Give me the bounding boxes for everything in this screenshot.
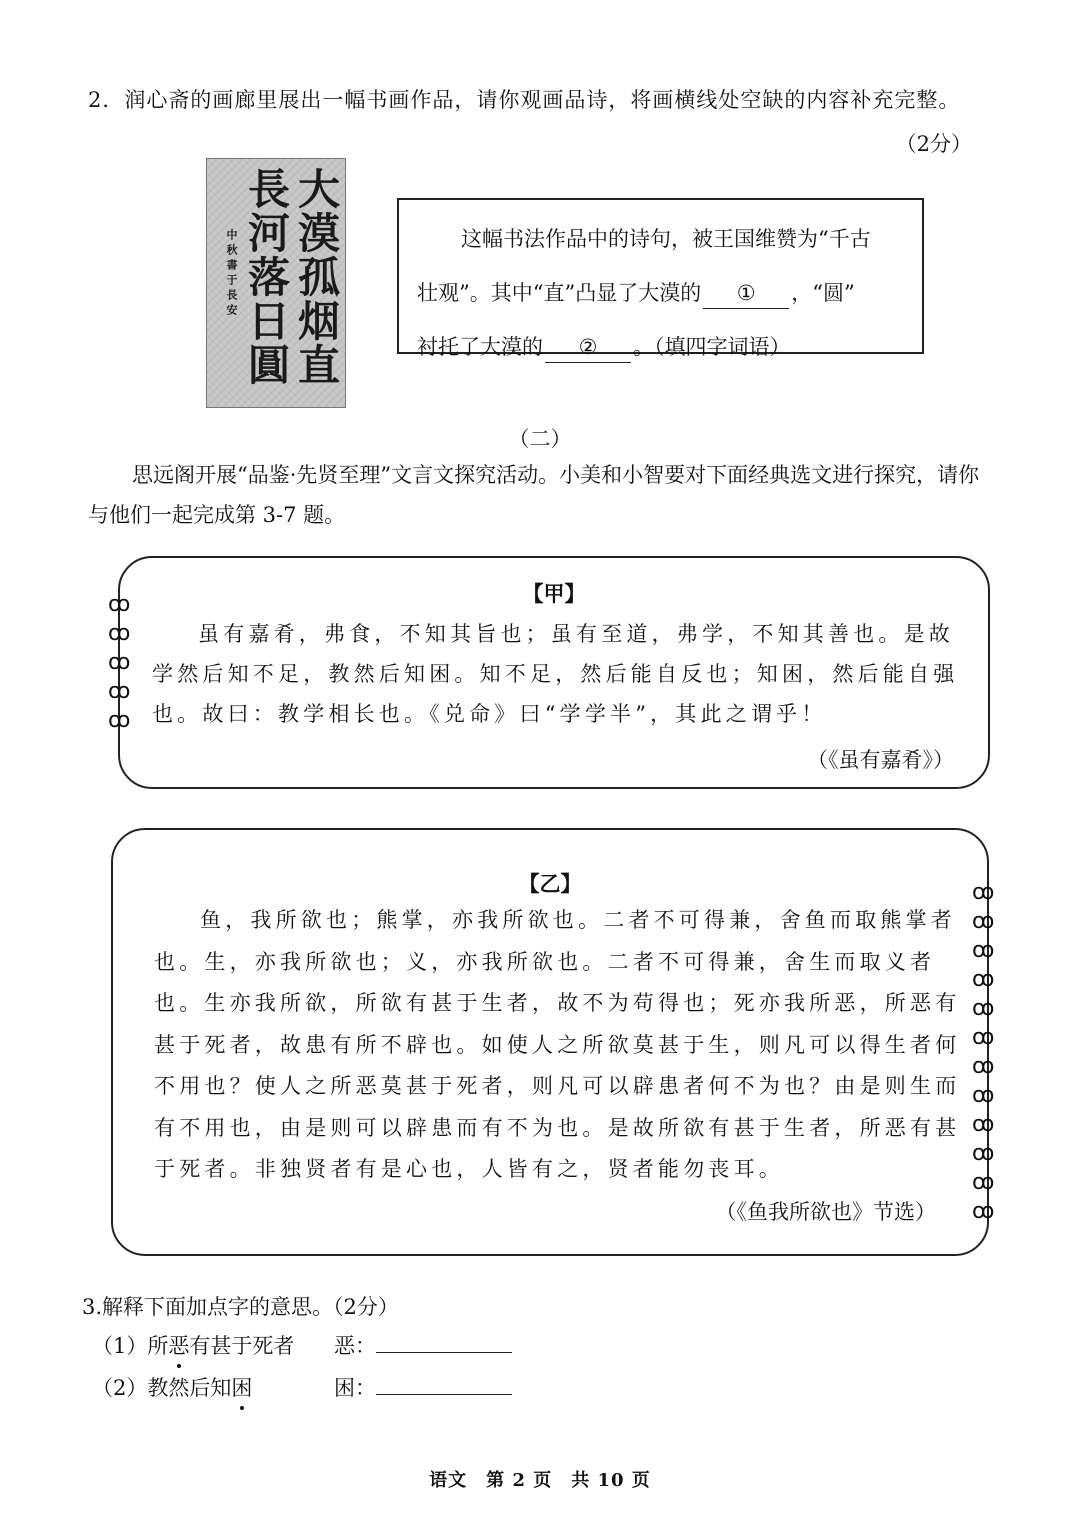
spiral-binding-right [972, 878, 994, 1226]
box-line-2-text: 壮观”。其中“直”凸显了大漠的 [417, 281, 702, 305]
section-intro: 思远阁开展“品鉴·先贤至理”文言文探究活动。小美和小智要对下面经典选文进行探究，请你与他们一起完成第 3-7 题。 [88, 463, 980, 527]
item-1-post: 有甚于死者 [189, 1334, 295, 1358]
calligraphy-column-1: 大漠孤烟直 [292, 167, 341, 387]
box-line-3-text: 衬托了大漠的 [417, 335, 543, 359]
passage-a-text: 虽有嘉肴，弗食，不知其旨也；虽有至道，弗学，不知其善也。是故学然后知不足，教然后知困。知不足，然后能自反也；知困，然后能自强也。故曰：教学相长也。《兑命》曰“学学半”，其此之谓乎！ [152, 622, 959, 726]
item-2-answer [334, 1372, 512, 1402]
passage-a-source: （《虽有嘉肴》） [807, 748, 954, 772]
spiral-icon: ꝏ [972, 1112, 995, 1137]
passage-b-text: 鱼，我所欲也；熊掌，亦我所欲也。二者不可得兼，舍鱼而取熊掌者也。生，亦我所欲也；义，亦我所欲也。二者不可得兼，舍生而取义者也。生亦我所欲，所欲有甚于生者，故不为苟得也；死亦我所恶，所恶有甚于死者，故患有所不辟也。如使人之所欲莫甚于生，则凡可以得生者何不用也？使人之所恶莫甚于死者，则凡可以辟患者何不为也？由是则生而有不用也，由是则可以辟患而有不为也。是故所欲有甚于生者，所恶有甚于死者。非独贤者有是心也，人皆有之，贤者能勿丧耳。 [154, 908, 961, 1181]
spiral-icon: ꝏ [972, 1170, 995, 1195]
spiral-icon: ꝏ [972, 909, 995, 934]
spiral-icon: ꝏ [972, 1083, 995, 1108]
blank-2[interactable]: ② [545, 332, 631, 363]
spiral-binding-left [108, 590, 130, 735]
question-2-prompt: 2．润心斋的画廊里展出一幅书画作品，请你观画品诗，将画横线处空缺的内容补充完整。 [88, 88, 961, 112]
box-line-3-end: 。（填四字词语） [633, 335, 791, 359]
box-line-1: 这幅书法作品中的诗句，被王国维赞为“千古 [461, 227, 871, 251]
question-3-item-2 [92, 1372, 252, 1402]
calligraphy-inscription: 中秋書于長安 [225, 229, 238, 319]
page-footer: 语文 第 2 页 共 10 页 [429, 1470, 651, 1491]
item-2-pre: 教然后知 [147, 1376, 232, 1400]
spiral-icon: ꝏ [972, 967, 995, 992]
box-line-2 [417, 266, 906, 320]
question-3-prompt: 3.解释下面加点字的意思。（2分） [82, 1295, 399, 1319]
passage-b-source: （《鱼我所欲也》节选） [715, 1200, 936, 1224]
passage-a-title: 【甲】 [522, 581, 586, 606]
spiral-icon: ꝏ [972, 996, 995, 1021]
section-heading: （二） [508, 427, 572, 451]
spiral-icon: ꝏ [972, 1199, 995, 1224]
item-2-answer-line[interactable] [376, 1376, 512, 1395]
item-2-dotted-char: 困 [231, 1372, 252, 1402]
spiral-icon: ꝏ [108, 679, 131, 704]
item-1-dotted-char: 恶 [168, 1330, 189, 1360]
spiral-icon: ꝏ [972, 938, 995, 963]
spiral-icon: ꝏ [972, 880, 995, 905]
calligraphy-column-2: 長河落日圓 [242, 167, 291, 387]
blank-1[interactable]: ① [703, 278, 789, 309]
spiral-icon: ꝏ [972, 1141, 995, 1166]
spiral-icon: ꝏ [108, 708, 131, 733]
item-1-pre: 所 [147, 1334, 169, 1358]
box-line-2-end: ，“圆” [791, 281, 855, 305]
question-2-box [397, 198, 924, 359]
box-line-3 [417, 320, 906, 374]
item-1-label: 恶： [334, 1334, 376, 1358]
spiral-icon: ꝏ [972, 1025, 995, 1050]
spiral-icon: ꝏ [108, 650, 131, 675]
item-1-number: （1） [92, 1334, 148, 1358]
item-2-label: 困： [334, 1376, 376, 1400]
spiral-icon: ꝏ [108, 621, 131, 646]
item-2-number: （2） [92, 1376, 148, 1400]
item-1-answer-line[interactable] [376, 1334, 512, 1353]
question-3-item-1 [92, 1330, 294, 1360]
item-1-answer [334, 1330, 512, 1360]
passage-b-title: 【乙】 [518, 871, 582, 896]
spiral-icon: ꝏ [972, 1054, 995, 1079]
question-2-score: （2分） [895, 132, 972, 156]
calligraphy-image [206, 158, 346, 408]
spiral-icon: ꝏ [108, 592, 131, 617]
